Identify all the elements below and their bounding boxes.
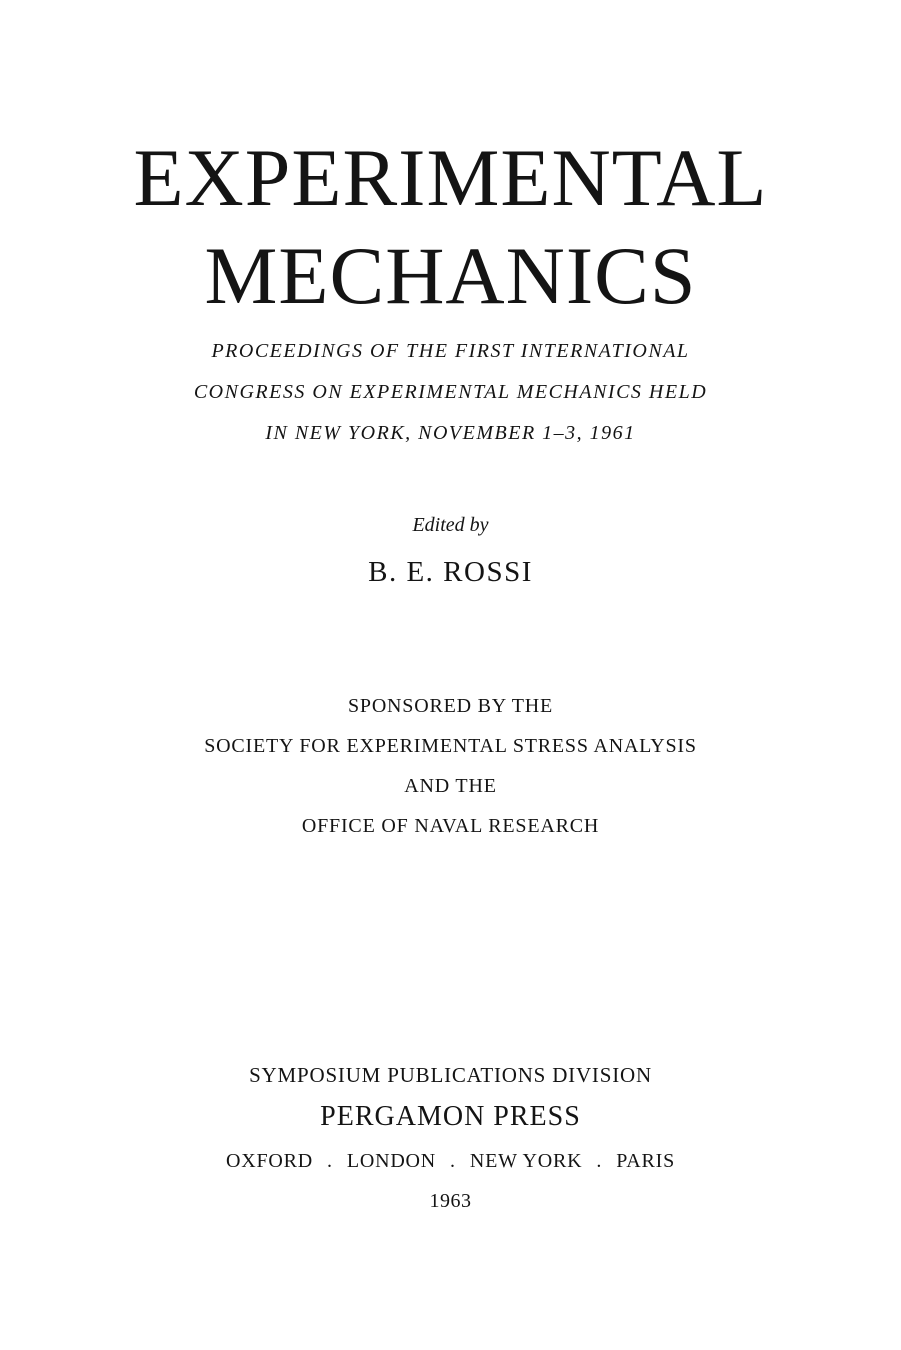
publication-year: 1963 <box>429 1190 472 1212</box>
publisher-cities <box>0 1151 901 1171</box>
edited-by-label: Edited by <box>412 514 489 536</box>
city-separator: . <box>596 1150 603 1172</box>
book-title-line-2: MECHANICS <box>204 230 697 321</box>
sponsor-line-2: SOCIETY FOR EXPERIMENTAL STRESS ANALYSIS <box>204 735 697 757</box>
city-paris: PARIS <box>616 1150 676 1172</box>
editor-name: B. E. ROSSI <box>368 556 533 588</box>
sponsor-line-4: OFFICE OF NAVAL RESEARCH <box>301 815 600 837</box>
subtitle-line-2: CONGRESS ON EXPERIMENTAL MECHANICS HELD <box>193 381 708 403</box>
city-london: LONDON <box>346 1150 437 1172</box>
book-title-line-1: EXPERIMENTAL <box>133 132 768 223</box>
city-separator: . <box>450 1150 456 1172</box>
subtitle-line-3: IN NEW YORK, NOVEMBER 1–3, 1961 <box>265 422 636 444</box>
publication-division: SYMPOSIUM PUBLICATIONS DIVISION <box>249 1063 652 1087</box>
sponsor-line-3: AND THE <box>404 775 497 797</box>
city-separator: . <box>327 1150 333 1172</box>
publisher-name: PERGAMON PRESS <box>320 1101 581 1132</box>
city-oxford: OXFORD <box>225 1150 313 1172</box>
sponsor-line-1: SPONSORED BY THE <box>347 695 554 717</box>
subtitle-line-1: PROCEEDINGS OF THE FIRST INTERNATIONAL <box>211 340 690 362</box>
city-new-york: NEW YORK <box>469 1150 583 1172</box>
